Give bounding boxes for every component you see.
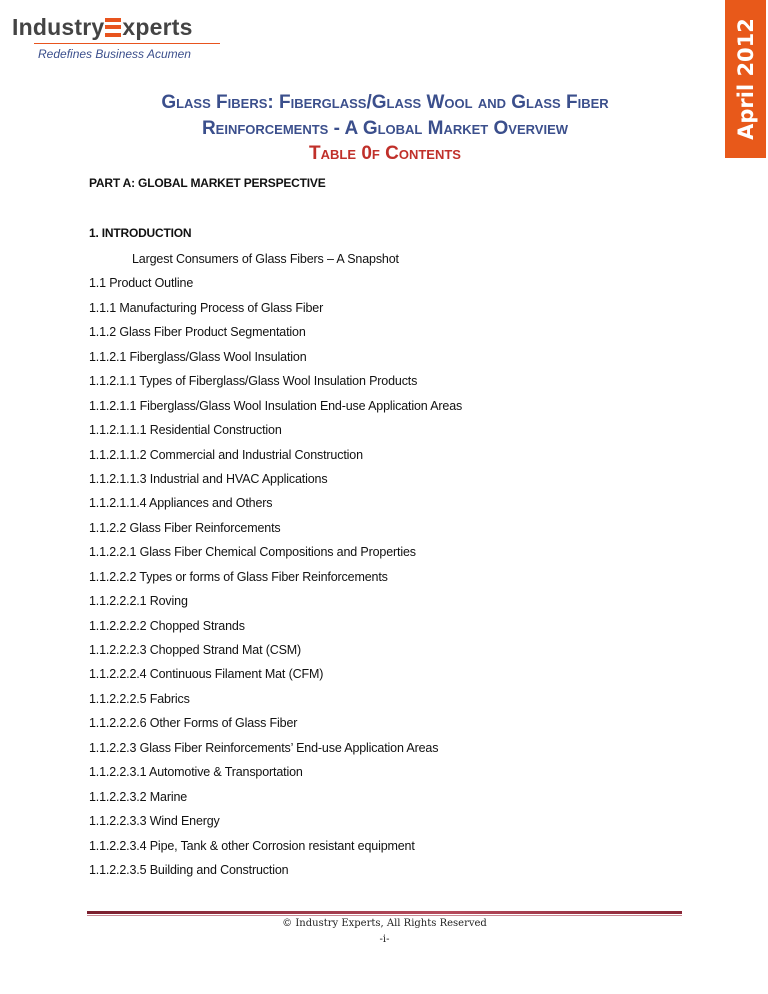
title-line-2: Reinforcements - A Global Market Overview — [201, 118, 569, 139]
logo-divider — [34, 43, 220, 44]
toc-entry[interactable]: 1.1.2.1.1.3 Industrial and HVAC Applications — [89, 471, 328, 486]
section-heading: 1. INTRODUCTION — [89, 226, 192, 240]
stacked-bars-e-icon — [105, 18, 121, 37]
toc-entry[interactable]: 1.1.2.2.3.4 Pipe, Tank & other Corrosion resistant equipment — [89, 838, 415, 853]
toc-entry[interactable]: 1.1.2.2.2.6 Other Forms of Glass Fiber — [89, 716, 298, 731]
footer-divider-thin — [87, 915, 682, 916]
logo-word-before: Industry — [12, 14, 105, 40]
toc-entry[interactable]: 1.1.2.2.2.2 Chopped Strands — [89, 618, 245, 633]
toc-entry[interactable]: Largest Consumers of Glass Fibers – A Snapshot — [132, 252, 399, 266]
table-of-contents — [89, 249, 462, 884]
toc-entry[interactable]: 1.1.2.2.3.3 Wind Energy — [89, 814, 220, 829]
toc-entry[interactable]: 1.1.2.2.3.1 Automotive & Transportation — [89, 765, 303, 780]
toc-entry[interactable]: 1.1.2.1 Fiberglass/Glass Wool Insulation — [89, 349, 307, 364]
footer-divider — [87, 911, 682, 914]
toc-entry[interactable]: 1.1.2.2 Glass Fiber Reinforcements — [89, 520, 281, 535]
toc-entry[interactable]: 1.1.2.1.1.2 Commercial and Industrial Construction — [89, 447, 363, 462]
toc-entry[interactable]: 1.1.2.1.1.1 Residential Construction — [89, 423, 282, 438]
document-title — [90, 90, 680, 142]
date-tab — [725, 0, 766, 158]
logo-wordmark — [12, 14, 222, 40]
toc-entry[interactable]: 1.1.2.2.1 Glass Fiber Chemical Compositions and Properties — [89, 545, 416, 560]
toc-entry[interactable]: 1.1.2.2.3 Glass Fiber Reinforcements’ End-use Application Areas — [89, 740, 439, 755]
toc-entry[interactable]: 1.1.2.2.3.5 Building and Construction — [89, 862, 289, 877]
footer-copyright: © Industry Experts, All Rights Reserved — [282, 918, 487, 929]
toc-entry[interactable]: 1.1.2.2.3.2 Marine — [89, 789, 188, 804]
toc-entry[interactable]: 1.1.2.1.1 Fiberglass/Glass Wool Insulation End-use Application Areas — [89, 398, 463, 413]
toc-entry[interactable]: 1.1.2.1.1.4 Appliances and Others — [89, 496, 273, 511]
toc-entry[interactable]: 1.1.2.2.2 Types or forms of Glass Fiber Reinforcements — [89, 569, 388, 584]
logo-tagline: Redefines Business Acumen — [38, 47, 191, 61]
date-label: April 2012 — [733, 18, 758, 140]
toc-heading: Table 0f Contents — [309, 143, 461, 164]
title-line-1: Glass Fibers: Fiberglass/Glass Wool and Glass Fiber — [161, 92, 609, 113]
toc-entry[interactable]: 1.1.2.2.2.1 Roving — [89, 594, 188, 609]
company-logo — [12, 14, 222, 70]
toc-entry[interactable]: 1.1.1 Manufacturing Process of Glass Fiber — [89, 300, 324, 315]
toc-entry[interactable]: 1.1 Product Outline — [89, 276, 194, 291]
page-number: -i- — [379, 934, 390, 945]
toc-entry[interactable]: 1.1.2.2.2.3 Chopped Strand Mat (CSM) — [89, 643, 302, 657]
logo-word-after: xperts — [122, 14, 193, 40]
toc-entry[interactable]: 1.1.2.2.2.5 Fabrics — [89, 691, 190, 706]
part-heading: PART A: GLOBAL MARKET PERSPECTIVE — [89, 176, 326, 190]
toc-entry[interactable]: 1.1.2 Glass Fiber Product Segmentation — [89, 325, 306, 340]
toc-entry[interactable]: 1.1.2.2.2.4 Continuous Filament Mat (CFM) — [89, 667, 324, 682]
toc-entry[interactable]: 1.1.2.1.1 Types of Fiberglass/Glass Wool Insulation Products — [89, 374, 418, 389]
